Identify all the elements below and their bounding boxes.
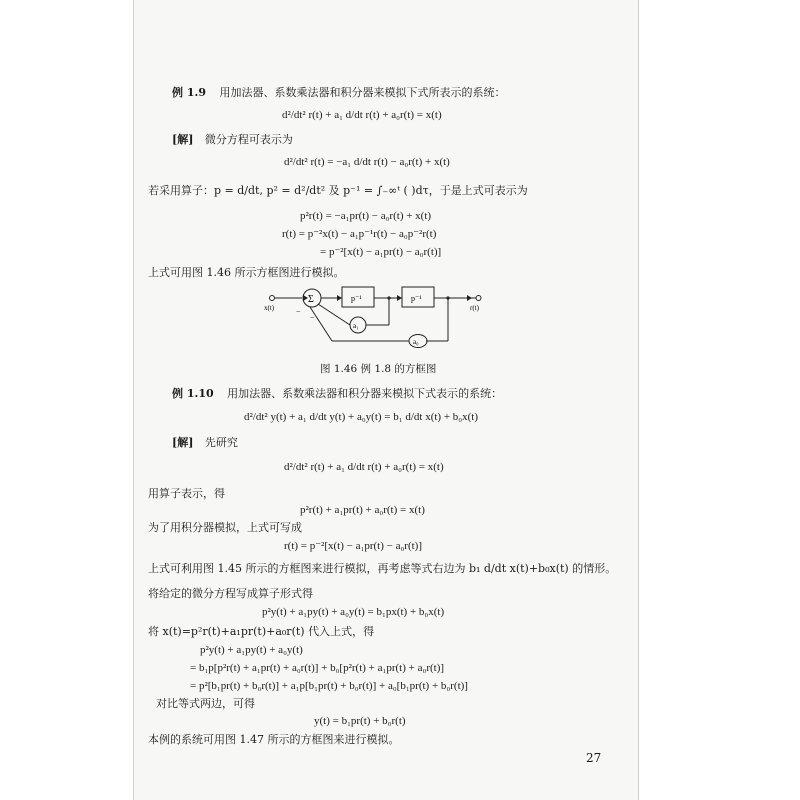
input-label: x(t) (264, 304, 275, 312)
equation: p²y(t) + a₁py(t) + a₀y(t) (200, 644, 303, 656)
solution-text: 微分方程可表示为 (204, 133, 293, 146)
paragraph: 上式可利用图 1.45 所示的方框图来进行模拟，再考虑等式右边为 b₁ d/dt x(t)+b₀x(t) 的情形。 (148, 562, 617, 575)
operator-definition: 若采用算子：p = d/dt, p² = d²/dt² 及 p⁻¹ = ∫₋∞ᵗ ( )dτ，于是上式可表示为 (148, 184, 528, 197)
paragraph: 对比等式两边，可得 (156, 697, 255, 710)
solution-mark: [解] (172, 436, 194, 449)
equation: d²/dt² r(t) = −a₁ d/dt r(t) − a₀r(t) + x(t) (284, 156, 450, 168)
integrator-label: p⁻¹ (411, 294, 422, 303)
equation: p²r(t) = −a₁pr(t) − a₀r(t) + x(t) (300, 210, 432, 222)
equation: d²/dt² r(t) + a₁ d/dt r(t) + a₀r(t) = x(t) (282, 109, 442, 121)
solution-mark: [解] (172, 133, 194, 146)
gain-label-a1: a₁ (353, 322, 359, 330)
paragraph: 为了用积分器模拟，上式可写成 (148, 521, 302, 534)
paragraph: 将 x(t)=p²r(t)+a₁pr(t)+a₀r(t) 代入上式，得 (148, 625, 375, 638)
equation: d²/dt² y(t) + a₁ d/dt y(t) + a₀y(t) = b₁ d/dt x(t) + b₀x(t) (244, 411, 479, 423)
problem-text: 用加法器、系数乘法器和积分器来模拟下式表示的系统： (227, 387, 503, 400)
equation: = b₁p[p²r(t) + a₁pr(t) + a₀r(t)] + b₀[p²r(t) + a₁pr(t) + a₀r(t)] (190, 662, 445, 674)
paragraph: 用算子表示，得 (148, 487, 225, 500)
paragraph: 本例的系统可用图 1.47 所示的方框图来进行模拟。 (148, 733, 400, 746)
example-heading: 例 1.10 (172, 387, 214, 400)
integrator-label: p⁻¹ (351, 294, 362, 303)
equation: = p²[b₁pr(t) + b₀r(t)] + a₁p[b₁pr(t) + b₀r(t)] + a₀[b₁pr(t) + b₀r(t)] (190, 680, 468, 692)
equation: y(t) = b₁pr(t) + b₀r(t) (314, 715, 406, 727)
book-page (133, 0, 639, 800)
problem-text: 用加法器、系数乘法器和积分器来模拟下式所表示的系统： (219, 86, 506, 99)
solution-text: 先研究 (204, 436, 238, 449)
arrow-icon (467, 295, 472, 301)
output-terminal (476, 296, 481, 301)
example-heading: 例 1.9 (172, 86, 206, 99)
equation: = p⁻²[x(t) − a₁pr(t) − a₀r(t)] (320, 246, 442, 258)
equation: p²r(t) + a₁pr(t) + a₀r(t) = x(t) (300, 504, 425, 516)
output-label: r(t) (470, 304, 479, 312)
equation: r(t) = p⁻²x(t) − a₁p⁻¹r(t) − a₀p⁻²r(t) (282, 228, 437, 240)
arrow-icon (397, 295, 402, 301)
page-number: 27 (586, 751, 602, 765)
arrow-icon (337, 295, 342, 301)
minus-sign: − (310, 313, 315, 322)
minus-sign: − (296, 307, 301, 316)
solution-line (172, 133, 293, 147)
block-diagram-figure-1-46 (262, 278, 502, 354)
paragraph: 将给定的微分方程写成算子形式得 (148, 587, 313, 600)
equation: r(t) = p⁻²[x(t) − a₁pr(t) − a₀r(t)] (284, 540, 422, 552)
equation: d²/dt² r(t) + a₁ d/dt r(t) + a₀r(t) = x(t) (284, 461, 444, 473)
example-1-9-line (172, 86, 505, 100)
solution-line (172, 436, 238, 450)
gain-label-a0: a₀ (413, 338, 419, 346)
example-1-10-line (172, 387, 502, 401)
figure-caption: 图 1.46 例 1.8 的方框图 (320, 363, 437, 375)
input-terminal (270, 296, 275, 301)
paragraph: 上式可用图 1.46 所示方框图进行模拟。 (148, 266, 345, 279)
equation: p²y(t) + a₁py(t) + a₀y(t) = b₁px(t) + b₀x(t) (262, 606, 445, 618)
sum-symbol: Σ (308, 294, 314, 305)
